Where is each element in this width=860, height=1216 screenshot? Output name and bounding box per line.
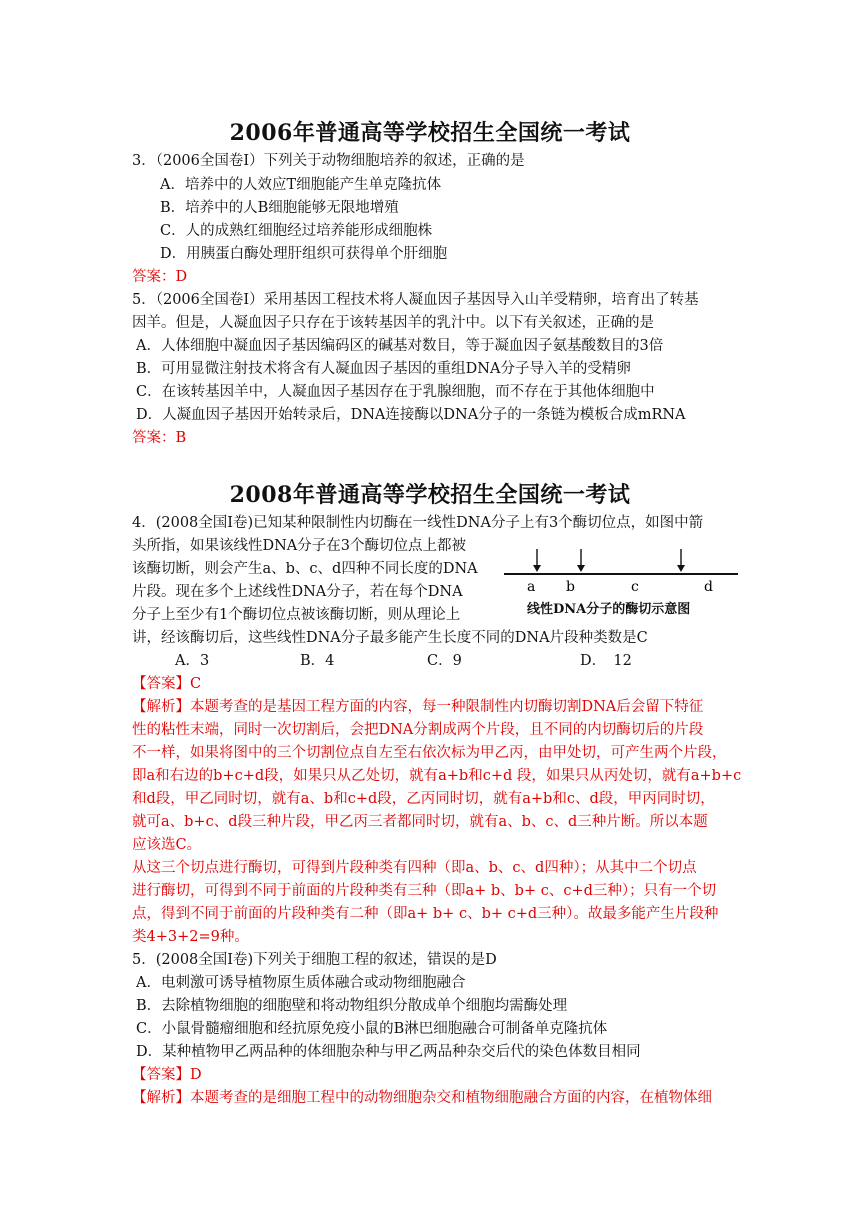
question-3-option-c: C．人的成熟红细胞经过培养能形成细胞株: [160, 223, 433, 239]
fragment-label-a: a: [527, 579, 536, 595]
question-5-stem-line2: 因羊。但是，人凝血因子只存在于该转基因羊的乳汁中。以下有关叙述，正确的是: [132, 315, 654, 331]
figure-caption: 线性DNA分子的酶切示意图: [527, 602, 691, 617]
q2008-4-option-b: B．4: [300, 653, 335, 669]
q2008-4-analysis-line10: 点，得到不同于前面的片段种类有二种（即a+ b+ c、b+ c+d三种）。故最多能产生片段种: [132, 906, 719, 922]
q2008-4-stem-line2: 头所指，如果该线性DNA分子在3个酶切位点上都被: [132, 538, 467, 554]
question-3-stem: 3．（2006全国卷Ⅰ）下列关于动物细胞培养的叙述，正确的是: [132, 153, 525, 169]
q2008-4-analysis-line2: 性的粘性末端，同时一次切割后，会把DNA分割成两个片段，且不同的内切酶切后的片段: [132, 722, 704, 738]
q2008-4-analysis-line1: 【解析】本题考查的是基因工程方面的内容，每一种限制性内切酶切割DNA后会留下特征: [132, 699, 704, 715]
section-title-2008: 2008年普通高等学校招生全国统一考试: [229, 482, 631, 508]
arrow-icon: [577, 549, 585, 572]
q2008-4-stem-line6: 讲，经该酶切后，这些线性DNA分子最多能产生长度不同的DNA片段种类数是C: [132, 630, 648, 646]
q2008-4-stem-line4: 片段。现在多个上述线性DNA分子，若在每个DNA: [132, 584, 463, 600]
q2008-5-option-d: D．某种植物甲乙两品种的体细胞杂种与甲乙两品种杂交后代的染色体数目相同: [136, 1044, 641, 1060]
section-title-2006: 2006年普通高等学校招生全国统一考试: [229, 120, 631, 146]
q2008-4-analysis-line6: 就可a、b+c、d段三种片段，甲乙丙三者都同时切，就有a、b、c、d三种片断。所以本题: [132, 814, 708, 830]
q2008-4-answer: 【答案】C: [132, 676, 202, 692]
q2008-4-option-d: D． 12: [580, 653, 632, 669]
q2008-4-analysis-line7: 应该选C。: [132, 837, 202, 853]
question-3-answer: 答案：D: [132, 269, 188, 285]
q2008-5-analysis-line1: 【解析】本题考查的是细胞工程中的动物细胞杂交和植物细胞融合方面的内容，在植物体细: [132, 1090, 712, 1106]
question-5-stem-line1: 5．（2006全国卷Ⅰ）采用基因工程技术将人凝血因子基因导入山羊受精卵，培育出了转基: [132, 292, 699, 308]
fragment-label-b: b: [566, 579, 575, 595]
q2008-5-option-b: B．去除植物细胞的细胞壁和将动物组织分散成单个细胞均需酶处理: [136, 998, 568, 1014]
question-3-option-d: D．用胰蛋白酶处理肝组织可获得单个肝细胞: [160, 246, 448, 262]
question-5-option-b: B．可用显微注射技术将含有人凝血因子基因的重组DNA分子导入羊的受精卵: [136, 361, 631, 377]
q2008-4-analysis-line8: 从这三个切点进行酶切，可得到片段种类有四种（即a、b、c、d四种）；从其中二个切点: [132, 860, 697, 876]
q2008-5-option-c: C．小鼠骨髓瘤细胞和经抗原免疫小鼠的B淋巴细胞融合可制备单克隆抗体: [136, 1021, 608, 1037]
question-3-option-a: A．培养中的人效应T细胞能产生单克隆抗体: [160, 177, 442, 193]
q2008-5-answer: 【答案】D: [132, 1067, 202, 1083]
fragment-label-c: c: [631, 579, 639, 595]
q2008-4-analysis-line4: 即a和右边的b+c+d段，如果只从乙处切，就有a+b和c+d 段，如果只从丙处切，就有a+b+c: [132, 768, 742, 784]
q2008-4-analysis-line9: 进行酶切，可得到不同于前面的片段种类有三种（即a+ b、b+ c、c+d三种）；只有一个切: [132, 883, 717, 899]
arrow-icon: [677, 549, 685, 572]
question-3-option-b: B．培养中的人B细胞能够无限地增殖: [160, 200, 399, 216]
q2008-5-option-a: A．电刺激可诱导植物原生质体融合或动物细胞融合: [136, 975, 466, 991]
q2008-4-analysis-line3: 不一样，如果将图中的三个切割位点自左至右依次标为甲乙丙，由甲处切，可产生两个片段，: [132, 745, 727, 761]
q2008-5-stem: 5．(2008全国Ⅰ卷)下列关于细胞工程的叙述，错误的是D: [132, 952, 497, 968]
question-5-option-a: A．人体细胞中凝血因子基因编码区的碱基对数目，等于凝血因子氨基酸数目的3倍: [136, 338, 664, 354]
question-5-answer: 答案：B: [132, 430, 187, 446]
q2008-4-analysis-line11: 类4+3+2=9种。: [132, 929, 249, 945]
q2008-4-stem-line5: 分子上至少有1个酶切位点被该酶切断，则从理论上: [132, 607, 461, 623]
arrow-icon: [533, 549, 541, 572]
question-5-option-c: C．在该转基因羊中，人凝血因子基因存在于乳腺细胞，而不存在于其他体细胞中: [136, 384, 655, 400]
fragment-label-d: d: [704, 579, 713, 595]
question-5-option-d: D．人凝血因子基因开始转录后，DNA连接酶以DNA分子的一条链为模板合成mRNA: [136, 407, 686, 423]
q2008-4-stem-line3: 该酶切断，则会产生a、b、c、d四种不同长度的DNA: [132, 561, 478, 577]
q2008-4-option-a: A．3: [175, 653, 210, 669]
q2008-4-option-c: C．9: [427, 653, 462, 669]
q2008-4-analysis-line5: 和d段，甲乙同时切，就有a、b和c+d段，乙丙同时切，就有a+b和c、d段，甲丙同时切，: [132, 791, 715, 807]
q2008-4-stem-line1: 4．(2008全国Ⅰ卷)已知某种限制性内切酶在一线性DNA分子上有3个酶切位点，如图中箭: [132, 515, 704, 531]
